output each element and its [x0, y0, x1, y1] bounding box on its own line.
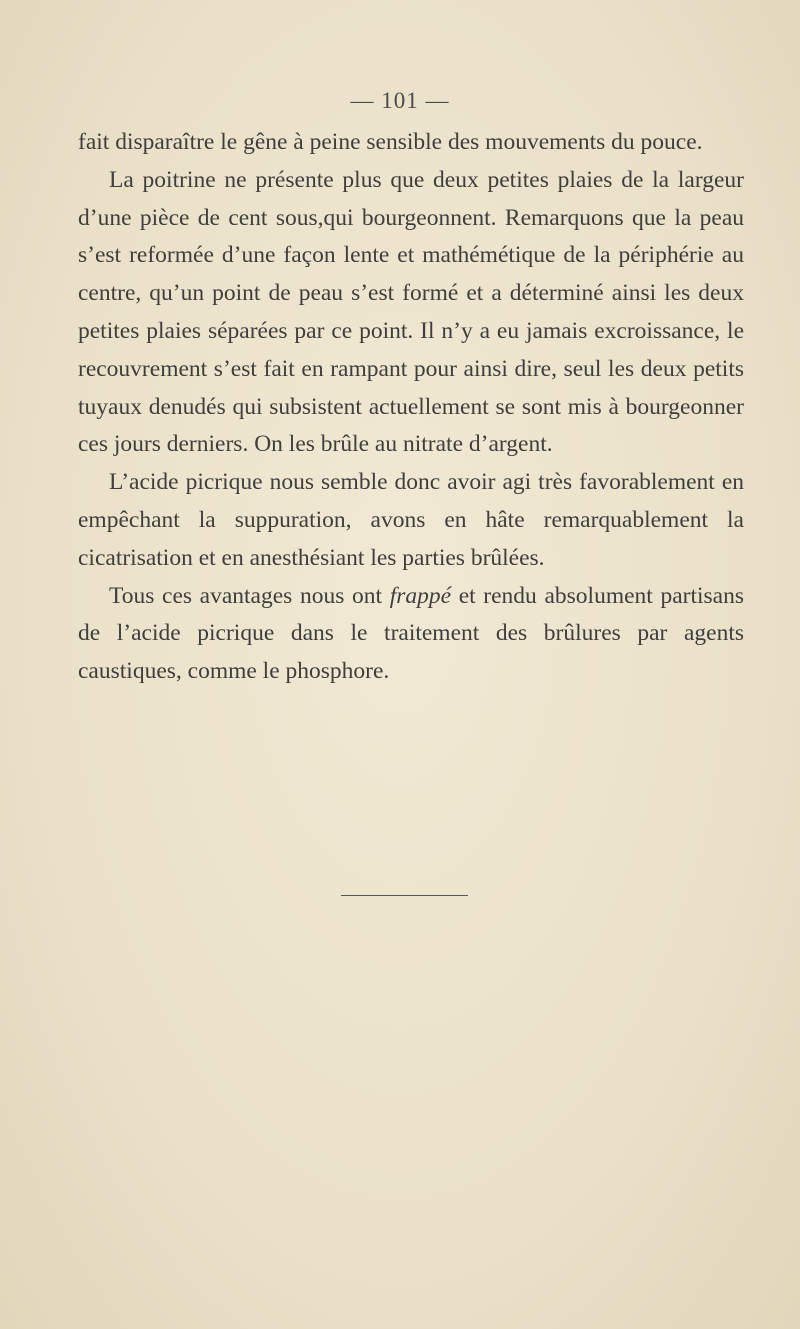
paragraph-continuation: fait disparaître le gêne à peine sensible des mouvements du pouce. — [78, 129, 703, 155]
emphasis-frappe: frappé — [389, 582, 452, 609]
body-text — [78, 124, 744, 691]
paragraph-avantages-end: et rendu absolument partisans de l’acide picrique dans le traitement des brûlures par agents caustiques, comme le phosphore. — [78, 582, 744, 685]
paragraph-acide-picrique: L’acide picrique nous semble donc avoir agi très favorablement en empêchant la suppuration, avons en hâte remarquablement la cicatrisation et en anesthésiant les parties brûlées. — [78, 469, 744, 571]
paragraph-poitrine: La poitrine ne présente plus que deux petites plaies de la largeur d’une pièce de cent sous,qui bourgeonnent. Remarquons que la peau s’est reformée d’une façon lente et mathémétique de la périphérie au centre, qu’un point de peau s’est formé et a déterminé ainsi les deux petites plaies séparées par ce point. Il n’y a eu jamais excroissance, le recouvrement s’est fait en rampant pour ainsi dire, seul les deux petits tuyaux denudés qui subsistent actuellement se sont mis à bourgeonner ces jours derniers. On les brûle au nitrate d’argent. — [78, 166, 744, 458]
end-rule-divider — [341, 895, 468, 896]
paragraph-avantages-start: Tous ces avantages nous ont — [109, 582, 390, 609]
paragraph-avantages — [78, 578, 744, 691]
page-number: — 101 — — [350, 88, 450, 113]
